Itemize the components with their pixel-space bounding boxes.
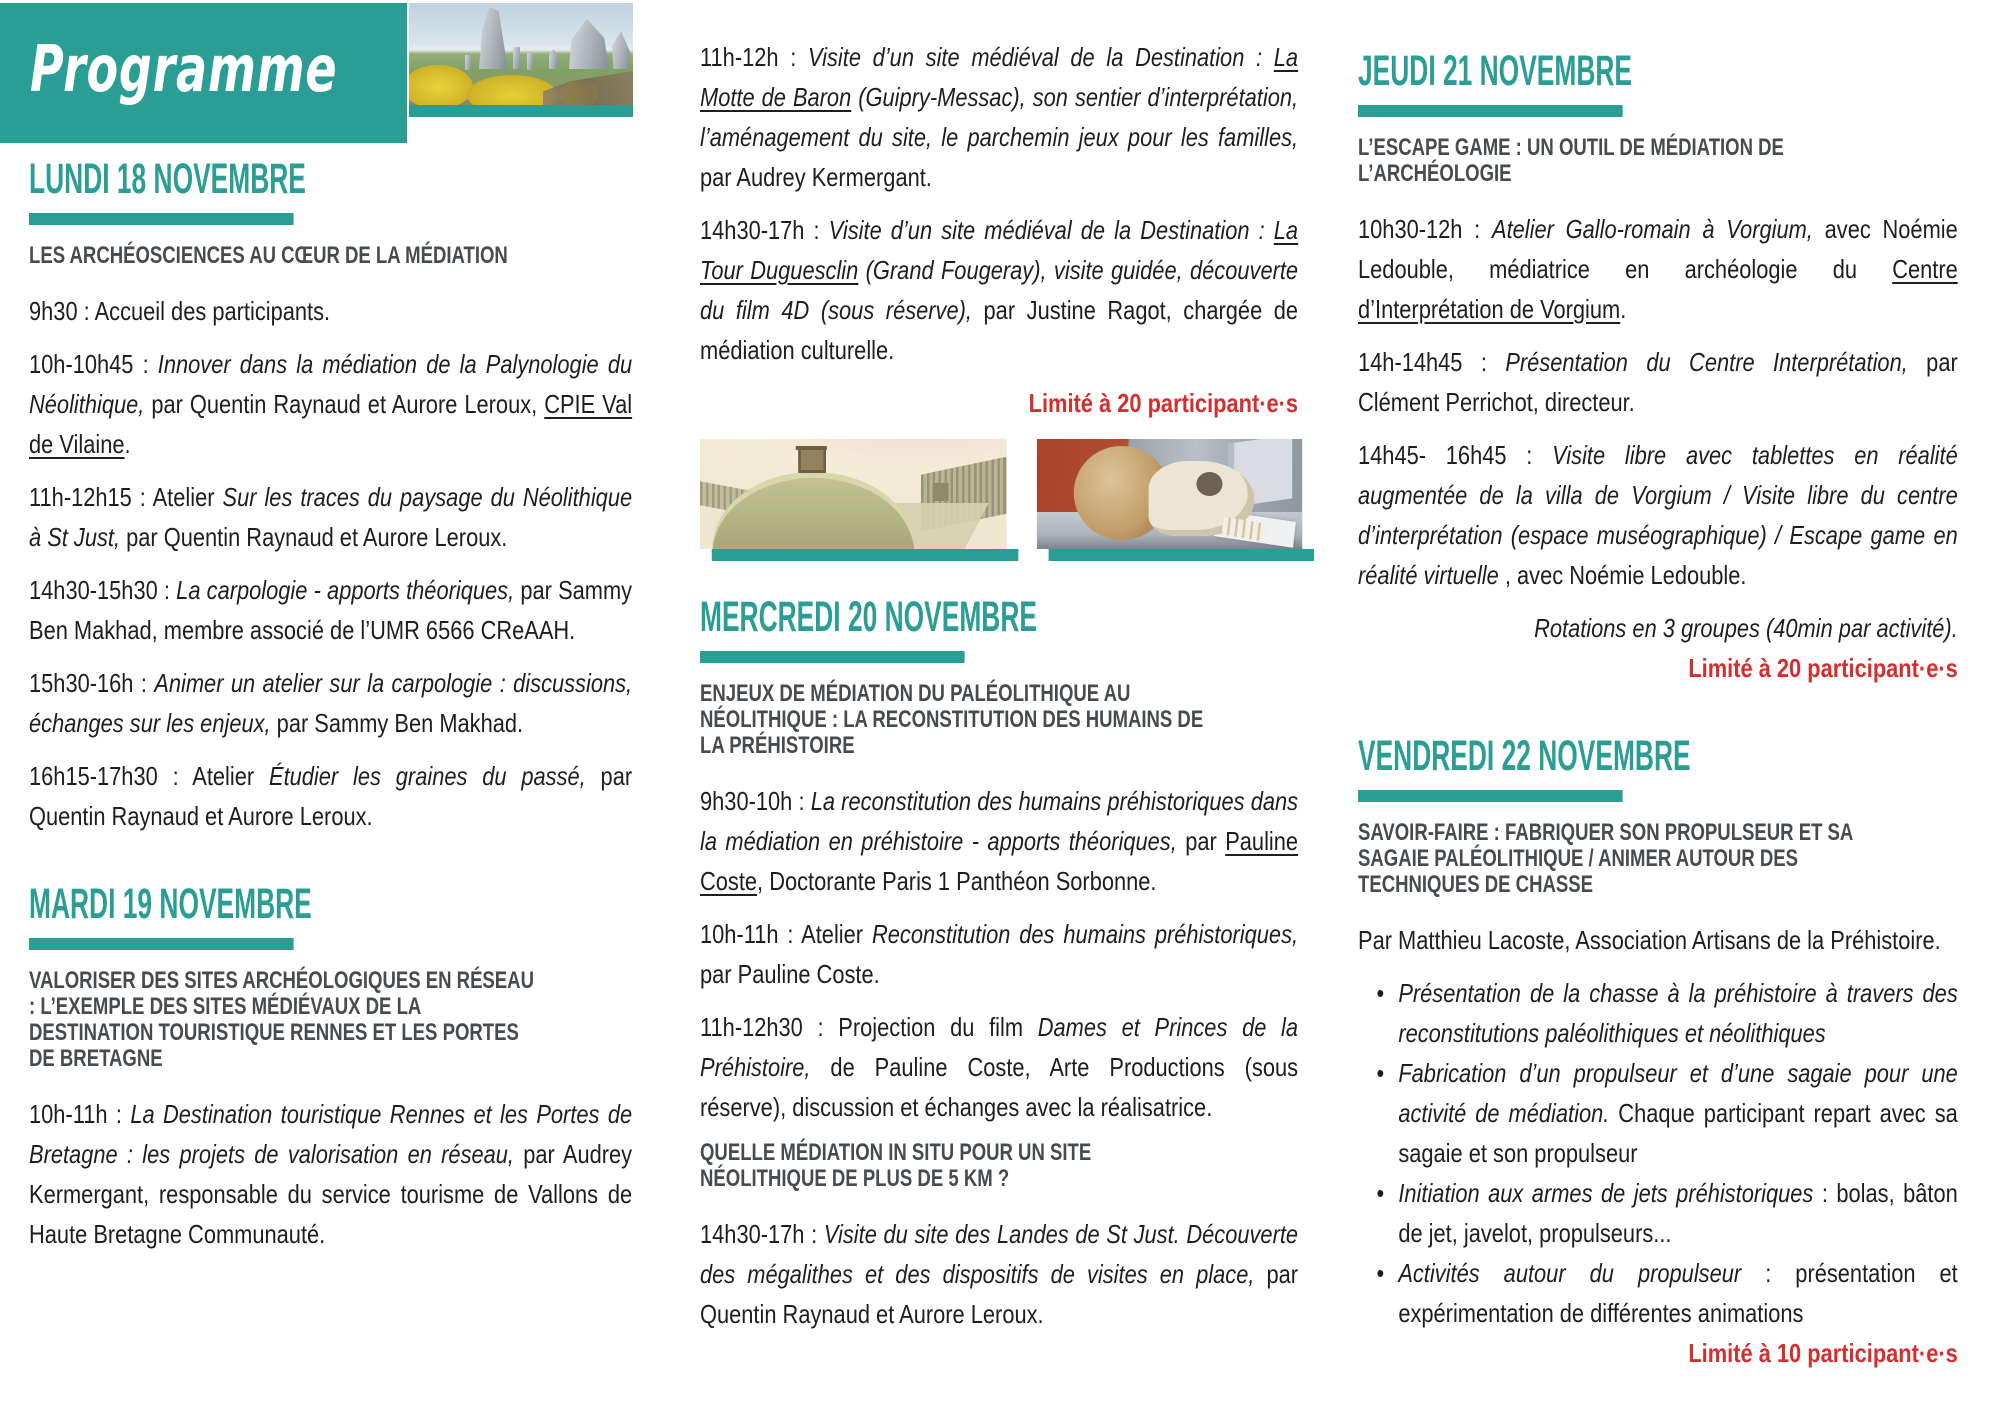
- text-run: 14h30-15h30 :: [29, 575, 177, 605]
- event-paragraph: [700, 914, 1298, 994]
- text-run: Sur les traces du paysage du Néolithique à St Just,: [29, 482, 633, 552]
- text-run: de Pauline Coste, Arte Productions (sous réserve), discussion et échanges avec la réalisatrice.: [700, 1052, 1299, 1122]
- event-paragraph: [700, 37, 1298, 197]
- day-heading: LUNDI 18 NOVEMBRE: [29, 155, 306, 203]
- event-paragraph: [29, 663, 632, 743]
- text-run: 16h15-17h30 : Atelier: [29, 761, 270, 791]
- text-run: Fabrication d’un propulseur et d’une sagaie pour une activité de médiation.: [1398, 1058, 1958, 1128]
- event-paragraph: [29, 756, 632, 836]
- page-title: Programme: [30, 33, 338, 107]
- text-run: 10h30-12h :: [1358, 214, 1493, 244]
- day-heading: MARDI 19 NOVEMBRE: [29, 880, 312, 928]
- bullet-item: [1358, 973, 1958, 1053]
- day-heading: JEUDI 21 NOVEMBRE: [1358, 47, 1633, 95]
- text-run: Animer un atelier sur la carpologie : discussions, échanges sur les enjeux,: [29, 668, 633, 738]
- text-run: Étudier les graines du passé,: [269, 761, 586, 791]
- event-paragraph: [1358, 342, 1958, 422]
- event-paragraph: [1358, 209, 1958, 329]
- session-subheading: ENJEUX DE MÉDIATION DU PALÉOLITHIQUE AU NÉOLITHIQUE : LA RECONSTITUTION DES HUMAINS DE LA PRÉHISTOIRE: [700, 680, 1204, 759]
- text-run: Activités autour du propulseur: [1398, 1258, 1742, 1288]
- text-run: par: [1176, 826, 1226, 856]
- event-paragraph: [29, 1094, 632, 1254]
- text-run: La Destination touristique Rennes et les Portes de Bretagne : les projets de valorisation en réseau,: [29, 1099, 633, 1169]
- text-run: 11h-12h :: [700, 42, 808, 72]
- event-paragraph: [700, 1214, 1298, 1334]
- text-run: 14h-14h45 :: [1358, 347, 1506, 377]
- photo-underline-bar: [1049, 549, 1314, 561]
- text-run: par Sammy Ben Makhad.: [270, 708, 524, 738]
- text-run: Dames et Princes de la Préhistoire,: [700, 1012, 1299, 1082]
- motte-sketch-wrap: [700, 439, 1007, 549]
- skull-photo: [1037, 439, 1302, 549]
- text-run: Présentation de la chasse à la préhistoire à travers des reconstitutions paléolithiques et néolithiques: [1398, 978, 1958, 1048]
- text-run: Reconstitution des humains préhistoriques,: [871, 919, 1299, 949]
- wooden-tower: [798, 447, 826, 473]
- text-run: , Doctorante Paris 1 Panthéon Sorbonne.: [757, 866, 1157, 896]
- text-run: par Pauline Coste.: [700, 959, 880, 989]
- bullet-item: [1358, 1173, 1958, 1253]
- event-paragraph: [700, 1007, 1298, 1127]
- text-run: Visite du site des Landes de St Just. Découverte des mégalithes et des dispositifs de visites en place,: [700, 1219, 1299, 1289]
- text-run: 10h-11h :: [29, 1099, 131, 1129]
- event-paragraph: [1358, 920, 1958, 960]
- photo-underline-bar: [712, 549, 1019, 561]
- text-run: Par Matthieu Lacoste, Association Artisans de la Préhistoire.: [1358, 925, 1941, 955]
- session-subheading: VALORISER DES SITES ARCHÉOLOGIQUES EN RÉSEAU : L’EXEMPLE DES SITES MÉDIÉVAUX DE LA DESTINATION TOURISTIQUE RENNES ET LES PORTES DE BRETAGNE: [29, 967, 534, 1072]
- text-run: Visite d’un site médiéval de la Destination :: [807, 42, 1274, 72]
- text-run: Pauline Coste: [700, 826, 1299, 896]
- text-run: Innover dans la médiation de la Palynologie du Néolithique,: [29, 349, 633, 419]
- text-run: par Audrey Kermergant.: [700, 162, 932, 192]
- text-run: Chaque participant repart avec sa sagaie et son propulseur: [1398, 1098, 1958, 1168]
- event-paragraph: [29, 291, 632, 331]
- text-run: Visite libre avec tablettes en réalité augmentée de la villa de Vorgium / Visite libre du centre d’interprétation (espace muséographique) / Escape game en réalité virtuelle: [1358, 440, 1958, 590]
- text-run: 9h30 : Accueil des participants.: [29, 296, 331, 326]
- participants-limit-note: Limité à 10 participant·e·s: [1688, 1338, 1958, 1368]
- text-run: 14h30-17h :: [700, 215, 829, 245]
- text-run: 10h-10h45 :: [29, 349, 158, 379]
- column-wednesday: [700, 0, 1298, 1347]
- text-run: par Audrey Kermergant, responsable du service tourisme de Vallons de Haute Bretagne Communauté.: [29, 1139, 633, 1249]
- text-run: La reconstitution des humains préhistoriques dans la médiation en préhistoire - apports théoriques,: [700, 786, 1299, 856]
- text-run: Initiation aux armes de jets préhistoriques: [1398, 1178, 1814, 1208]
- text-run: par Quentin Raynaud et Aurore Leroux.: [29, 761, 633, 831]
- column-thursday-friday: [1358, 0, 1958, 1379]
- day-heading: MERCREDI 20 NOVEMBRE: [700, 593, 1037, 641]
- bullet-item: [1358, 1053, 1958, 1173]
- participants-limit-note: Limité à 20 participant·e·s: [1028, 388, 1299, 418]
- session-subheading: QUELLE MÉDIATION IN SITU POUR UN SITE NÉOLITHIQUE DE PLUS DE 5 KM ?: [700, 1139, 1092, 1192]
- session-subheading: L’ESCAPE GAME : UN OUTIL DE MÉDIATION DE L’ARCHÉOLOGIE: [1358, 134, 1784, 187]
- text-run: avec Noémie Ledouble, médiatrice en archéologie du: [1358, 214, 1958, 284]
- text-run: (Grand Fougeray), visite guidée, découverte du film 4D (sous réserve),: [700, 255, 1299, 325]
- text-run: , avec Noémie Ledouble.: [1498, 560, 1747, 590]
- text-run: Présentation du Centre Interprétation,: [1505, 347, 1908, 377]
- participants-limit-note: Limité à 20 participant·e·s: [1688, 653, 1958, 683]
- day-heading: VENDREDI 22 NOVEMBRE: [1358, 732, 1691, 780]
- day-underline-bar: [29, 938, 294, 950]
- text-run: (Guipry-Messac), son sentier d’interprétation, l’aménagement du site, le parchemin jeux pour les familles,: [700, 82, 1299, 152]
- session-subheading: LES ARCHÉOSCIENCES AU CŒUR DE LA MÉDIATION: [29, 242, 508, 269]
- text-run: 11h-12h30 : Projection du film: [700, 1012, 1038, 1042]
- activity-bullet-list: [1358, 973, 1958, 1333]
- text-run: 10h-11h : Atelier: [700, 919, 872, 949]
- text-run: 11h-12h15 : Atelier: [29, 482, 223, 512]
- text-run: 14h45- 16h45 :: [1358, 440, 1553, 470]
- text-run: La carpologie - apports théoriques,: [176, 575, 515, 605]
- text-run: Centre d’Interprétation de Vorgium: [1358, 254, 1958, 324]
- event-paragraph: [1358, 435, 1958, 595]
- event-paragraph: [700, 781, 1298, 901]
- day-underline-bar: [1358, 105, 1623, 117]
- day-underline-bar: [1358, 790, 1623, 802]
- event-paragraph: [29, 344, 632, 464]
- event-paragraph: [700, 210, 1298, 370]
- text-run: CPIE Val de Vilaine: [29, 389, 633, 459]
- text-run: La Motte de Baron: [700, 42, 1299, 112]
- text-run: par Quentin Raynaud et Aurore Leroux.: [120, 522, 508, 552]
- text-run: La Tour Duguesclin: [700, 215, 1299, 285]
- motte-sketch: [700, 439, 1007, 549]
- gate-tower: [933, 483, 948, 501]
- column-monday-tuesday: [29, 0, 632, 1267]
- text-run: 14h30-17h :: [700, 1219, 824, 1249]
- session-subheading: SAVOIR-FAIRE : FABRIQUER SON PROPULSEUR ET SA SAGAIE PALÉOLITHIQUE / ANIMER AUTOUR DES TECHNIQUES DE CHASSE: [1358, 819, 1853, 898]
- text-run: par Clément Perrichot, directeur.: [1358, 347, 1958, 417]
- rotation-note: Rotations en 3 groupes (40min par activité).: [1534, 613, 1958, 643]
- text-run: 9h30-10h :: [700, 786, 811, 816]
- skull-photo-wrap: [1037, 439, 1302, 549]
- text-run: par Justine Ragot, chargée de médiation culturelle.: [700, 295, 1299, 365]
- text-run: 15h30-16h :: [29, 668, 155, 698]
- text-run: : présentation et expérimentation de différentes animations: [1398, 1258, 1958, 1328]
- text-run: par Sammy Ben Makhad, membre associé de l’UMR 6566 CReAAH.: [29, 575, 633, 645]
- text-run: Visite d’un site médiéval de la Destination :: [828, 215, 1274, 245]
- event-paragraph: [29, 477, 632, 557]
- day-underline-bar: [29, 213, 294, 225]
- bullet-item: [1358, 1253, 1958, 1333]
- text-run: .: [1620, 294, 1627, 324]
- event-paragraph: [29, 570, 632, 650]
- text-run: Atelier Gallo-romain à Vorgium,: [1492, 214, 1813, 244]
- day-underline-bar: [700, 651, 965, 663]
- text-run: .: [124, 429, 131, 459]
- text-run: : bolas, bâton de jet, javelot, propulseurs...: [1398, 1178, 1958, 1248]
- inline-images-row: [700, 439, 1298, 549]
- text-run: par Quentin Raynaud et Aurore Leroux,: [144, 389, 545, 419]
- text-run: par Quentin Raynaud et Aurore Leroux.: [700, 1259, 1299, 1329]
